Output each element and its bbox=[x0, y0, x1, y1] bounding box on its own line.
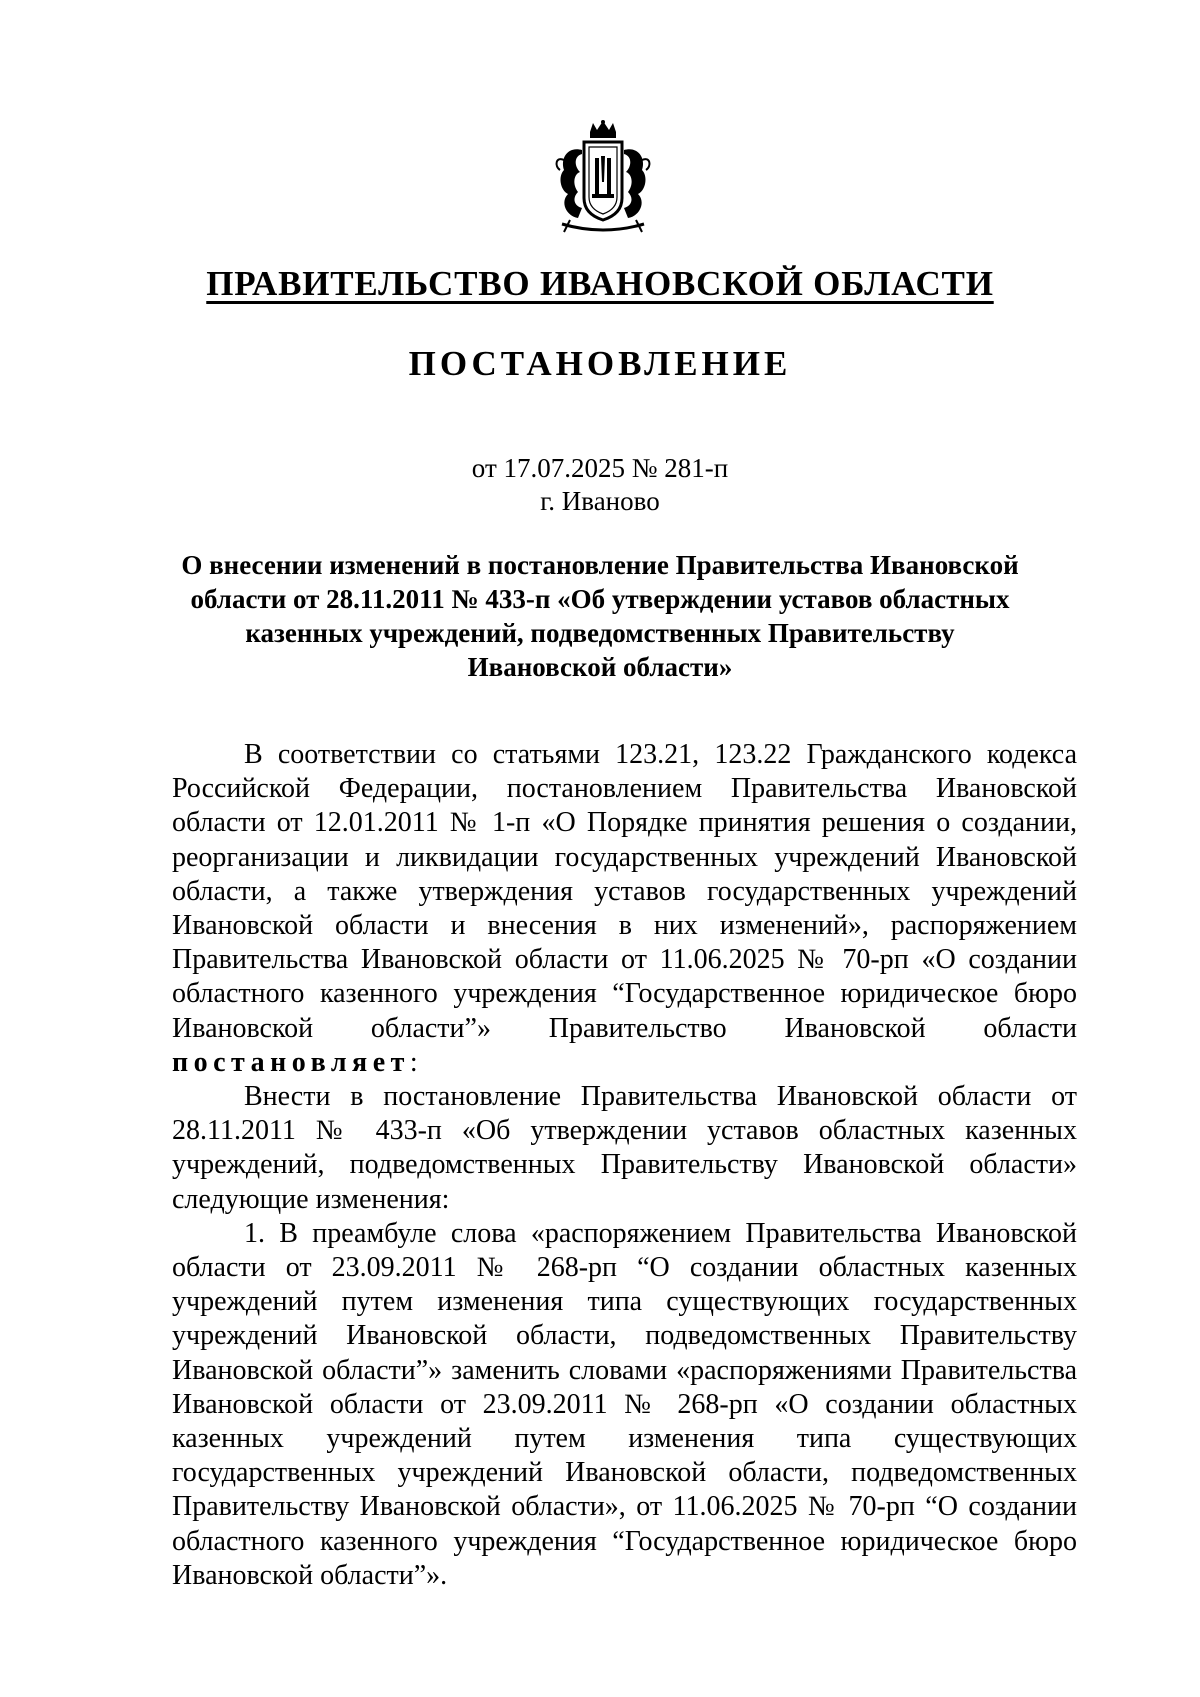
paragraph-2: Внести в постановление Правительства Ивановской области от 28.11.2011 № 433-п «Об утверждении уставов областных казенных учреждений, подведомственных Правительству Ивановской области» следующие изменения: bbox=[172, 1081, 1077, 1215]
preamble-paragraph bbox=[172, 738, 1077, 1080]
document-city: г. Иваново bbox=[540, 486, 660, 516]
document-title: О внесении изменений в постановление Правительства Ивановской области от 28.11.2011 № 433-п «Об утверждении уставов областных казенных учреждений, подведомственных Правительству Ивановской области» bbox=[181, 550, 1019, 682]
document-body bbox=[172, 738, 1077, 1593]
resolves-word: постановляет bbox=[172, 1046, 410, 1078]
coat-of-arms-emblem bbox=[550, 120, 655, 240]
list-item-1: 1. В преамбуле слова «распоряжением Правительства Ивановской области от 23.09.2011 № 268-рп “О создании областных казенных учреждений путем изменения типа существующих государственных учреждений Ивановской области, подведомственных Правительству Ивановской области”» заменить словами «распоряжениями Правительства Ивановской области от 23.09.2011 № 268-рп «О создании областных казенных учреждений путем изменения типа существующих государственных учреждений Ивановской области, подведомственных Правительству Ивановской области», от 11.06.2025 № 70-рп “О создании областного казенного учреждения “Государственное юридическое бюро Ивановской области”». bbox=[172, 1217, 1077, 1591]
preamble-text: В соответствии со статьями 123.21, 123.22 Гражданского кодекса Российской Федерации, постановлением Правительства Ивановской области от 12.01.2011 № 1-п «О Порядке принятия решения о создании, реорганизации и ликвидации государственных учреждений Ивановской области, а также утверждения уставов государственных учреждений Ивановской области и внесения в них изменений», распоряжением Правительства Ивановской области от 11.06.2025 № 70-рп «О создании областного казенного учреждения “Государственное юридическое бюро Ивановской области”» Правительство Ивановской области bbox=[172, 739, 1077, 1044]
organization-heading bbox=[0, 262, 1200, 306]
document-type-heading: ПОСТАНОВЛЕНИЕ bbox=[408, 344, 792, 383]
organization-name: ПРАВИТЕЛЬСТВО ИВАНОВСКОЙ ОБЛАСТИ bbox=[206, 264, 994, 303]
resolves-colon: : bbox=[409, 1046, 418, 1078]
document-date-number: от 17.07.2025 № 281-п bbox=[471, 453, 729, 483]
